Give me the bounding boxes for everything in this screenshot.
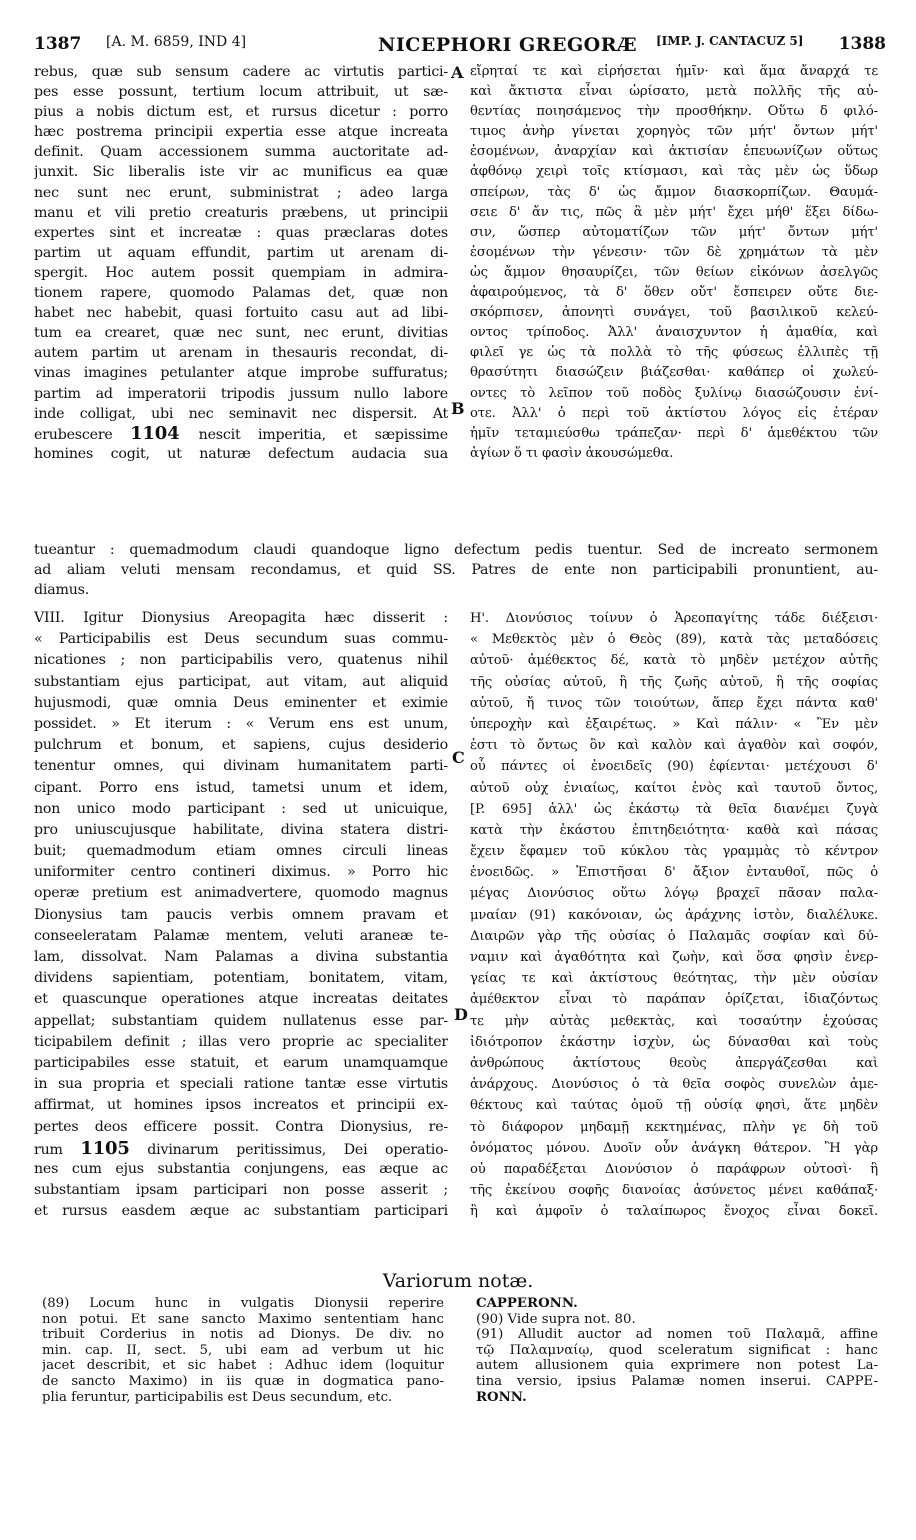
- text-line: uniformiter centro contineri diximus. » Porro hic: [34, 864, 448, 881]
- text-line: φιλεῖ γε ὡς τὰ πολλὰ τὸ τῆς φύσεως ἐλλιπὲς τῇ: [470, 345, 878, 361]
- text-line: plia feruntur, participabilis est Deus secundum, etc.: [42, 1389, 393, 1405]
- text-line: ὀνόματος μόνου. Δυοῖν οὖν ἀνάγκη θάτερον. Ἢ γὰρ: [470, 1140, 878, 1156]
- text-line: affirmat, ut homines ipsos increatos et principii ex-: [34, 1097, 448, 1114]
- page-number-right: 1388: [838, 34, 886, 54]
- text-line: ἀφθόνῳ χειρὶ τοῖς κτίσμασι, καὶ τὰς μὲν ὡς ὕδωρ: [470, 164, 878, 180]
- text-line: ἐστι τὸ ὄντως ὂν καὶ καλὸν καὶ ἀγαθὸν καὶ σοφόν,: [470, 738, 878, 754]
- text-line: jacet describit, et sic habet : Adhuc idem (loquitur: [42, 1358, 444, 1374]
- text-line: ἀνάρχους. Διονύσιος ὁ τὰ θεῖα σοφὸς συνελὼν ἀμε-: [470, 1077, 878, 1093]
- column-number-1104: 1104: [130, 423, 199, 444]
- text-line: τε μὴν αὐτὰς μεθεκτὰς, καὶ τοσαύτην ἐχούσας: [470, 1013, 878, 1029]
- text-line: « Participabilis est Deus secundum suas commu-: [34, 631, 448, 648]
- text-fragment: erubescere: [34, 426, 113, 443]
- text-fragment: rum: [34, 1141, 63, 1158]
- text-line: appellat; substantiam quidem nullatenus esse par-: [34, 1012, 448, 1029]
- text-line: inde colligat, ubi nec seminavit nec dispersit. At: [34, 405, 448, 422]
- text-line: hujusmodi, quæ omnia Deus eminenter et eximie: [34, 694, 448, 711]
- text-line: οὗ πάντες οἱ ἐνοειδεῖς (90) ἐφίενται· μετέχουσι δ': [470, 759, 878, 775]
- text-line: (91) Alludit auctor ad nomen τοῦ Παλαμᾶ, affine: [476, 1327, 878, 1343]
- text-line: αὐτοῦ οὐχ ἐνιαίως, καίτοι ἑνὸς καὶ ταυτοῦ ὄντος,: [470, 780, 878, 796]
- text-line: in sua propria et speciali ratione tantæ esse virtutis: [34, 1076, 448, 1093]
- text-line: pro uniuscujusque habilitate, divina statera distri-: [34, 821, 448, 838]
- text-line: conseeleratam Palamæ mentem, veluti araneæ te-: [34, 927, 448, 944]
- text-line: pulchrum et bonum, et sapiens, cujus desiderio: [34, 737, 448, 754]
- text-line: Η'. Διονύσιος τοίνυν ὁ Ἀρεοπαγίτης τάδε διέξεισι·: [470, 611, 878, 626]
- text-line: οντες τὸ λεῖπον τοῦ ποδὸς ξυλίνῳ διασώζουσιν ἐνί-: [470, 385, 878, 401]
- text-line: participabiles esse statuit, et earum unamquamque: [34, 1054, 448, 1071]
- text-line: tina versio, ipsius Palamæ nomen inserui. CAPPE-: [476, 1373, 878, 1389]
- text-line: autem allusionem quia exprimere non potest La-: [476, 1358, 878, 1374]
- text-line: αὐτοῦ· ἀμέθεκτος δέ, κατὰ τὸ μηδὲν μετέχον αὐτῆς: [470, 653, 878, 669]
- page-number-left: 1387: [34, 34, 82, 54]
- text-line: ἁγίων ὅ τι φασὶν ἀκουσώμεθα.: [470, 445, 674, 461]
- text-line: operæ pretium est animadvertere, quomodo magnus: [34, 885, 448, 902]
- text-line: ἔχειν ἔφαμεν τοῦ κύκλου τὰς γραμμὰς τὸ κέντρον: [470, 844, 878, 860]
- text-line: ὡς ἄμμον θησαυρίζει, τῶν θείων εἰκόνων ἀσελγῶς: [470, 264, 878, 280]
- margin-marker-d: D: [454, 1005, 468, 1024]
- text-line: diamus.: [34, 582, 90, 599]
- text-line: μέγας Διονύσιος οὕτω λόγῳ βραχεῖ πᾶσαν παλα-: [470, 886, 878, 902]
- text-line: et rursus easdem æque ac substantiam participari: [34, 1203, 448, 1220]
- text-line: spergit. Hoc autem possit quempiam in admira-: [34, 264, 448, 281]
- text-line: « Μεθεκτὸς μὲν ὁ Θεὸς (89), κατὰ τὰς μεταδόσεις: [470, 632, 878, 648]
- text-line: tenentur omnes, qui divinam humanitatem parti-: [34, 758, 448, 775]
- text-line: [P. 695] ἀλλ' ὡς ἑκάστῳ τὰ θεῖα διανέμει ζυγὰ: [470, 801, 878, 817]
- text-line: Dionysius tam paucis verbis omnem pravam et: [34, 906, 448, 923]
- text-line: buit; quemadmodum etiam omnes circuli lineas: [34, 843, 448, 860]
- text-line: lam, dissolvat. Nam Palamas a divina substantia: [34, 949, 448, 965]
- text-fragment: divinarum peritissimus, Dei operatio-: [147, 1141, 448, 1158]
- text-line: vinas imagines petulanter atque improbe suffuratus;: [34, 365, 448, 382]
- text-line: substantiam ejus participat, aut vitam, aut aliquid: [34, 673, 448, 690]
- text-line: τῆς ἐκείνου σοφῆς διανοίας ἀσύνετος μένει καθάπαξ·: [470, 1183, 878, 1199]
- header-meta-left: [A. M. 6859, IND 4]: [106, 34, 247, 50]
- page-header: [34, 34, 886, 60]
- text-line: ἢ καὶ ἀμφοῖν ὁ ταλαίπωρος ἔνοχος εἶναι δοκεῖ.: [470, 1204, 878, 1220]
- text-line: οντος τρίποδος. Ἀλλ' ἀναισχυντον ἡ ἀμαθία, καὶ: [470, 325, 878, 341]
- text-line: θέκτους καὶ ταύτας ὁμοῦ τῇ οὐσίᾳ φησὶ, ἅτε μηδὲν: [470, 1098, 878, 1114]
- text-line: ἑνοειδῶς. » Ἐπιστῆσαι δ' ἄξιον ἐνταυθοῖ, πῶς ὁ: [470, 865, 878, 881]
- notes-heading: Variorum notæ.: [382, 1270, 534, 1292]
- text-line: ἐσομένων τὴν γένεσιν· τῶν δὲ χρημάτων τὰ μὲν: [470, 244, 878, 260]
- text-line: αὐτοῦ, ἤ τινος τῶν τοιούτων, ἅπερ ἔχει πάντα καθ': [470, 695, 878, 711]
- text-line: ἀμέθεκτον εἶναι τὸ παράπαν ὁρίζεται, ἰδιαζόντως: [470, 992, 878, 1008]
- latin-column-bottom: [34, 608, 448, 1222]
- text-line: τῷ Παλαμναίῳ, quod sceleratum significat : hanc: [476, 1342, 878, 1358]
- text-line: ἡμῖν τεταμιεύσθω τράπεζαν· περὶ δ' ἀμεθέκτου τῶν: [470, 425, 878, 441]
- text-line-with-column-number: [34, 1138, 448, 1159]
- text-line: ticipabilem definit ; illas vero proprie ac specialiter: [34, 1033, 448, 1050]
- text-line: tueantur : quemadmodum claudi quandoque ligno defectum pedis tuentur. Sed de increato sermonem: [34, 542, 878, 558]
- notes-right-column: [476, 1296, 878, 1405]
- text-line: pius a nobis dictum est, et rursus dicetur : porro: [34, 104, 448, 121]
- text-line: ναμιν καὶ ἀγαθότητα καὶ ζωὴν, καὶ ὅσα φησὶν ἐνερ-: [470, 950, 878, 965]
- text-line: VIII. Igitur Dionysius Areopagita hæc disserit :: [34, 610, 448, 626]
- text-line: definit. Quam accessionem summa auctoritate ad-: [34, 144, 448, 161]
- column-number-1105: 1105: [80, 1137, 130, 1159]
- text-line: ὑπεροχὴν καὶ ἐξαιρέτως. » Καὶ πάλιν· « Ἓν μὲν: [470, 716, 878, 732]
- text-line: ad aliam veluti mensam recondamus, et quid SS. Patres de ente non participabili pronuntient, au-: [34, 562, 878, 579]
- text-line: θρασύτητι διασώζειν βιάζεσθαι· καθάπερ οἱ χωλεύ-: [470, 365, 878, 381]
- latin-column-top: [34, 62, 448, 464]
- text-line: partim ut aquam effundit, partim ut arenam di-: [34, 244, 448, 261]
- text-line: hæc postrema principii expertia esse atque increata: [34, 124, 448, 141]
- text-line: pertes deos efficere possit. Contra Dionysius, re-: [34, 1118, 448, 1135]
- text-line: cipant. Porro ens istud, tametsi unum et idem,: [34, 779, 448, 796]
- text-line: non unico modo participant : sed ut unicuique,: [34, 800, 448, 817]
- text-line: CAPPERONN.: [476, 1296, 578, 1311]
- margin-marker-c: C: [452, 748, 465, 767]
- text-line: junxit. Sic liberalis iste vir ac munificus ea quæ: [34, 164, 448, 181]
- text-line: καὶ ἄκτιστα εἶναι ὡρίσατο, μετὰ πολλῆς τῆς αὐ-: [470, 84, 878, 100]
- text-line: σιν, ὥσπερ αὐτοματίζων τῶν μήτ' ὄντων μήτ': [470, 224, 878, 240]
- text-line: tum ea crearet, quæ nec sunt, nec erunt, divitias: [34, 325, 448, 342]
- text-line: μναίαν (91) κακόνοιαν, ὡς ἀράχνης ἱστὸν, διαλέλυκε.: [470, 907, 878, 923]
- text-line: σπείρων, τὰς δ' ὡς ἄμμον διασκορπίζων. Θαυμά-: [470, 184, 878, 200]
- text-line: οὐ παραδέξεται Διονύσιον ὁ παράφρων οὑτοσὶ· ἢ: [470, 1161, 878, 1177]
- text-line: possidet. » Et iterum : « Verum ens est unum,: [34, 715, 448, 732]
- text-line: nicationes ; non participabilis vero, quatenus nihil: [34, 652, 448, 669]
- text-line: manu et vili pretio creaturis præbens, ut principii: [34, 204, 448, 221]
- notes-left-column: [42, 1296, 444, 1405]
- text-line: σειε δ' ἄν τις, πῶς ἃ μὲν μήτ' ἔχει μήθ' ἕξει δίδω-: [470, 204, 878, 220]
- text-line: pes esse possunt, tertium locum attribuit, ut sæ-: [34, 84, 448, 101]
- margin-marker-a: A: [451, 63, 464, 82]
- text-line-with-column-number: [34, 424, 448, 444]
- text-line: expertes sint et increatæ : quas præclaras dotes: [34, 224, 448, 241]
- text-line: de sancto Maximo) in iis quæ in dogmatica pano-: [42, 1373, 444, 1389]
- text-line: κατὰ τὴν ἑκάστου ἐπιτηδειότητα· καθὰ καὶ πάσας: [470, 822, 878, 838]
- text-line: τὸ διάφορον μηδαμῇ κεκτημένας, πλὴν γε δὴ τοῦ: [470, 1119, 878, 1135]
- text-line: min. cap. II, sect. 5, ubi eam ad verbum ut hic: [42, 1342, 444, 1358]
- text-line: et quascunque operationes atque increatas deitates: [34, 991, 448, 1008]
- full-width-paragraph: [34, 540, 878, 600]
- running-title: NICEPHORI GREGORÆ: [378, 34, 638, 56]
- header-meta-right: [IMP. J. CANTACUZ 5]: [656, 34, 804, 48]
- text-line: substantiam ipsam participari non posse asserit ;: [34, 1182, 448, 1199]
- text-fragment: nescit imperitia, et sæpissime: [198, 426, 448, 443]
- text-line: οτε. Ἀλλ' ὁ περὶ τοῦ ἀκτίστου λόγος εἰς ἑτέραν: [470, 405, 878, 421]
- text-line: nec sunt nec erunt, subministrat ; adeo larga: [34, 184, 448, 201]
- text-line: tribuit Corderius in notis ad Dionys. De div. no: [42, 1327, 444, 1343]
- text-line: habet nec habebit, quasi fortuito casu aut ad libi-: [34, 305, 448, 322]
- text-line: γείας τε καὶ ἀκτίστους θεότητας, τὴν μὲν οὐσίαν: [470, 971, 878, 987]
- margin-marker-b: B: [451, 399, 465, 418]
- text-line: ἰδιότροπον ἑκάστην ἰσχὺν, ὡς δύνασθαι καὶ τοὺς: [470, 1034, 878, 1050]
- text-line: RONN.: [476, 1389, 527, 1405]
- text-line: autem partim ut arenam in thesauris recondat, di-: [34, 345, 448, 362]
- text-line: nes cum ejus substantia conjungens, eas æque ac: [34, 1160, 448, 1177]
- text-line: τιμος ἀνὴρ γίνεται χορηγὸς τῶν μήτ' ὄντων μήτ': [470, 124, 878, 140]
- text-line: τῆς οὐσίας αὐτοῦ, ἢ τῆς ζωῆς αὐτοῦ, ἢ τῆς σοφίας: [470, 674, 878, 690]
- text-line: (90) Vide supra not. 80.: [476, 1311, 636, 1327]
- text-line: non potui. Et sane sancto Maximo sententiam hanc: [42, 1311, 444, 1327]
- text-line: homines cogit, ut naturæ defectum audacia sua: [34, 445, 448, 462]
- text-line: (89) Locum hunc in vulgatis Dionysii reperire: [42, 1296, 444, 1311]
- text-line: ἀφαιρούμενος, τὰ δ' ὅθεν οὔτ' ἔσπειρεν οὔτε διε-: [470, 285, 878, 301]
- text-line: dividens sapientiam, potentiam, bonitatem, vitam,: [34, 970, 448, 987]
- text-line: ἀνθρώπους ἀκτίστους θεοὺς ἀπεργάζεσθαι καὶ: [470, 1055, 878, 1071]
- text-line: θεντίας ποιησάμενος τὴν προσθήκην. Οὕτω δ φιλό-: [470, 104, 878, 120]
- greek-column-bottom: [470, 608, 878, 1222]
- text-line: ἐσομένων, ἀναρχίαν καὶ ἀκτισίαν ἐπευωνίζων οὕτως: [470, 144, 878, 160]
- text-line: partim ad imperatorii tripodis jussum nullo labore: [34, 385, 448, 402]
- text-line: rebus, quæ sub sensum cadere ac virtutis partici-: [34, 64, 448, 80]
- text-line: Διαιρῶν γὰρ τῆς οὐσίας ὁ Παλαμᾶς σοφίαν καὶ δύ-: [470, 928, 878, 944]
- text-line: σκόρπισεν, ἀπονητὶ συνάγει, τοῦ βασιλικοῦ κελεύ-: [470, 305, 878, 321]
- text-line: tionem rapere, quomodo Palamas det, quæ non: [34, 285, 448, 302]
- text-line: εἴρηταί τε καὶ εἰρήσεται ἡμῖν· καὶ ἅμα ἄναρχά τε: [470, 64, 878, 79]
- greek-column-top: [470, 62, 878, 464]
